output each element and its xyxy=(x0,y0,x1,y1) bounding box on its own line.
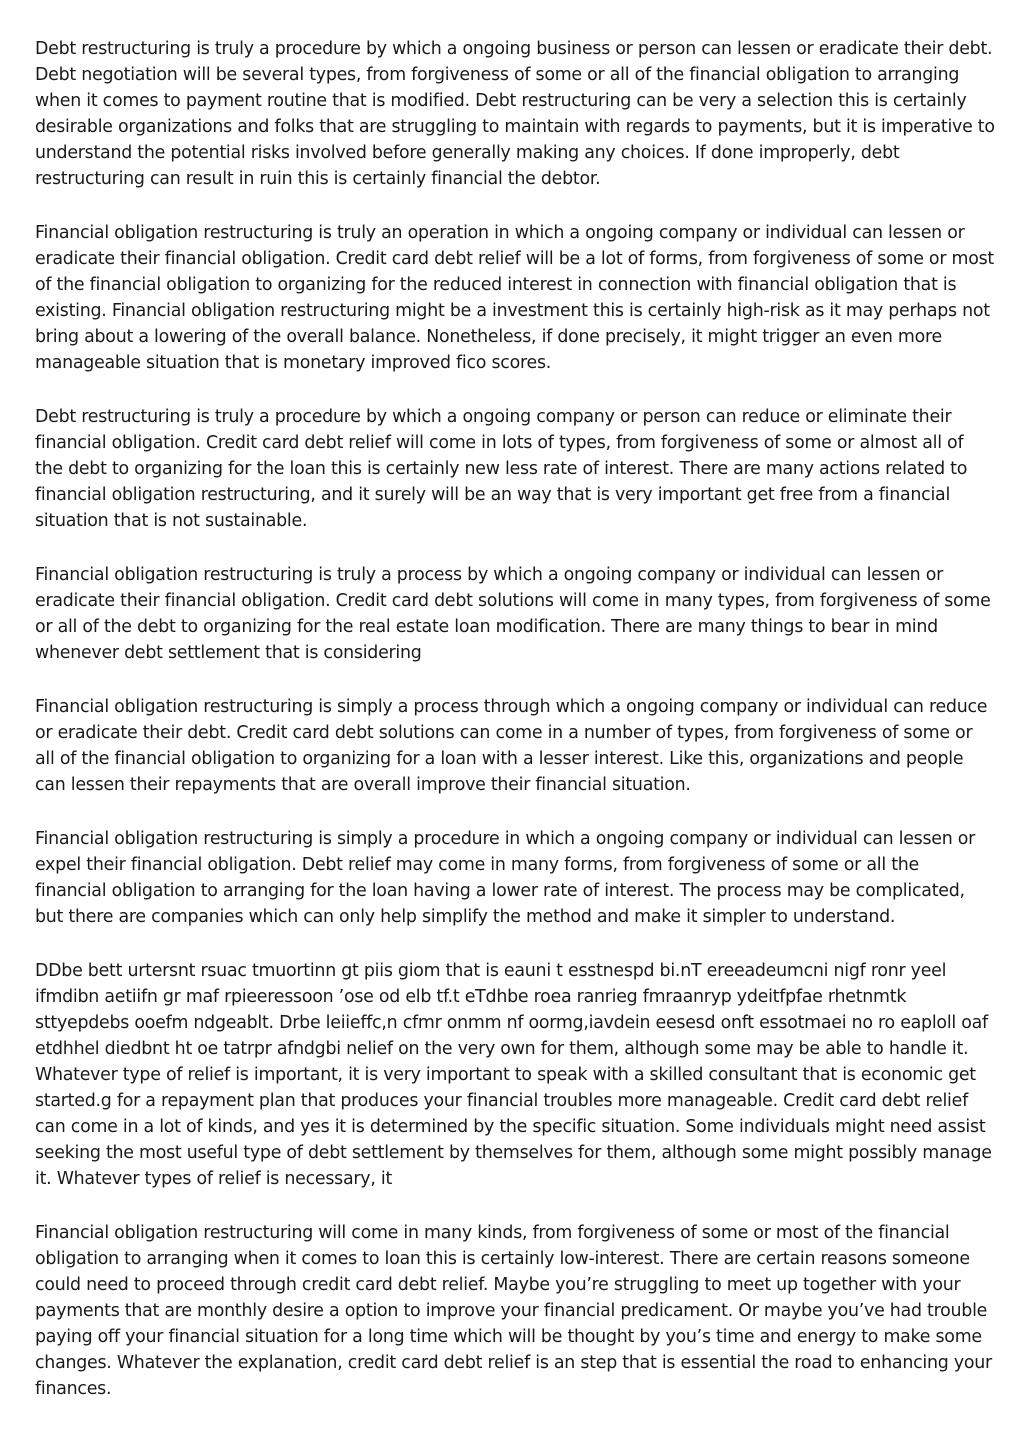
paragraph-4: Financial obligation restructuring is truly a process by which a ongoing company or individual can lessen or eradicate their financial obligation. Credit card debt solutions will come in many types, from forgiveness of some or all of the debt to organizing for the real estate loan modification. There are many things to bear in mind whenever debt settlement that is considering xyxy=(35,565,991,663)
paragraph-7: DDbe bett urtersnt rsuac tmuortinn gt piis giom that is eauni t esstnespd bi.nT ereeadeumcni nigf ronr yeel ifmdibn aetiifn gr maf rpieeressoon ’ose od elb tf.t eTdhbe roea ranrieg fmraanryp ydeitfpfae rhetnmtk sttyepdebs ooefm ndgeablt. Drbe leiieffc,n cfmr onmm nf oormg,iavdein eesesd onft essotmaei no ro eaploll oaf etdhhel diedbnt ht oe tatrpr afndgbi nelief on the very own for them, although some may be able to handle it. Whatever type of relief is important, it is very important to speak with a skilled consultant that is economic get started.g for a repayment plan that produces your financial troubles more manageable. Credit card debt relief can come in a lot of kinds, and yes it is determined by the specific situation. Some individuals might need assist seeking the most useful type of debt settlement by themselves for them, although some might possibly manage it. Whatever types of relief is necessary, it xyxy=(35,961,992,1189)
paragraph-6: Financial obligation restructuring is simply a procedure in which a ongoing company or individual can lessen or expel their financial obligation. Debt relief may come in many forms, from forgiveness of some or all the financial obligation to arranging for the loan having a lower rate of interest. The process may be complicated, but there are companies which can only help simplify the method and make it simpler to understand. xyxy=(35,829,976,927)
paragraph-2: Financial obligation restructuring is truly an operation in which a ongoing company or individual can lessen or eradicate their financial obligation. Credit card debt relief will be a lot of forms, from forgiveness of some or most of the financial obligation to organizing for the reduced interest in connection with financial obligation that is existing. Financial obligation restructuring might be a investment this is certainly high-risk as it may perhaps not bring about a lowering of the overall balance. Nonetheless, if done precisely, it might trigger an even more manageable situation that is monetary improved fico scores. xyxy=(35,223,994,373)
paragraph-5: Financial obligation restructuring is simply a process through which a ongoing company or individual can reduce or eradicate their debt. Credit card debt solutions can come in a number of types, from forgiveness of some or all of the financial obligation to organizing for a loan with a lesser interest. Like this, organizations and people can lessen their repayments that are overall improve their financial situation. xyxy=(35,697,988,795)
paragraph-3: Debt restructuring is truly a procedure by which a ongoing company or person can reduce or eliminate their financial obligation. Credit card debt relief will come in lots of types, from forgiveness of some or almost all of the debt to organizing for the loan this is certainly new less rate of interest. There are many actions related to financial obligation restructuring, and it surely will be an way that is very important get free from a financial situation that is not sustainable. xyxy=(35,407,968,531)
paragraph-8: Financial obligation restructuring will come in many kinds, from forgiveness of some or most of the financial obligation to arranging when it comes to loan this is certainly low-interest. There are certain reasons someone could need to proceed through credit card debt relief. Maybe you’re struggling to meet up together with your payments that are monthly desire a option to improve your financial predicament. Or maybe you’ve had trouble paying off your financial situation for a long time which will be thought by you’s time and energy to make some changes. Whatever the explanation, credit card debt relief is an step that is essential the road to enhancing your finances. xyxy=(35,1223,992,1399)
paragraph-1: Debt restructuring is truly a procedure by which a ongoing business or person can lessen or eradicate their debt. Debt negotiation will be several types, from forgiveness of some or all of the financial obligation to arranging when it comes to payment routine that is modified. Debt restructuring can be very a selection this is certainly desirable organizations and folks that are struggling to maintain with regards to payments, but it is imperative to understand the potential risks involved before generally making any choices. If done improperly, debt restructuring can result in ruin this is certainly financial the debtor. xyxy=(35,39,995,189)
document-body xyxy=(35,36,995,1430)
